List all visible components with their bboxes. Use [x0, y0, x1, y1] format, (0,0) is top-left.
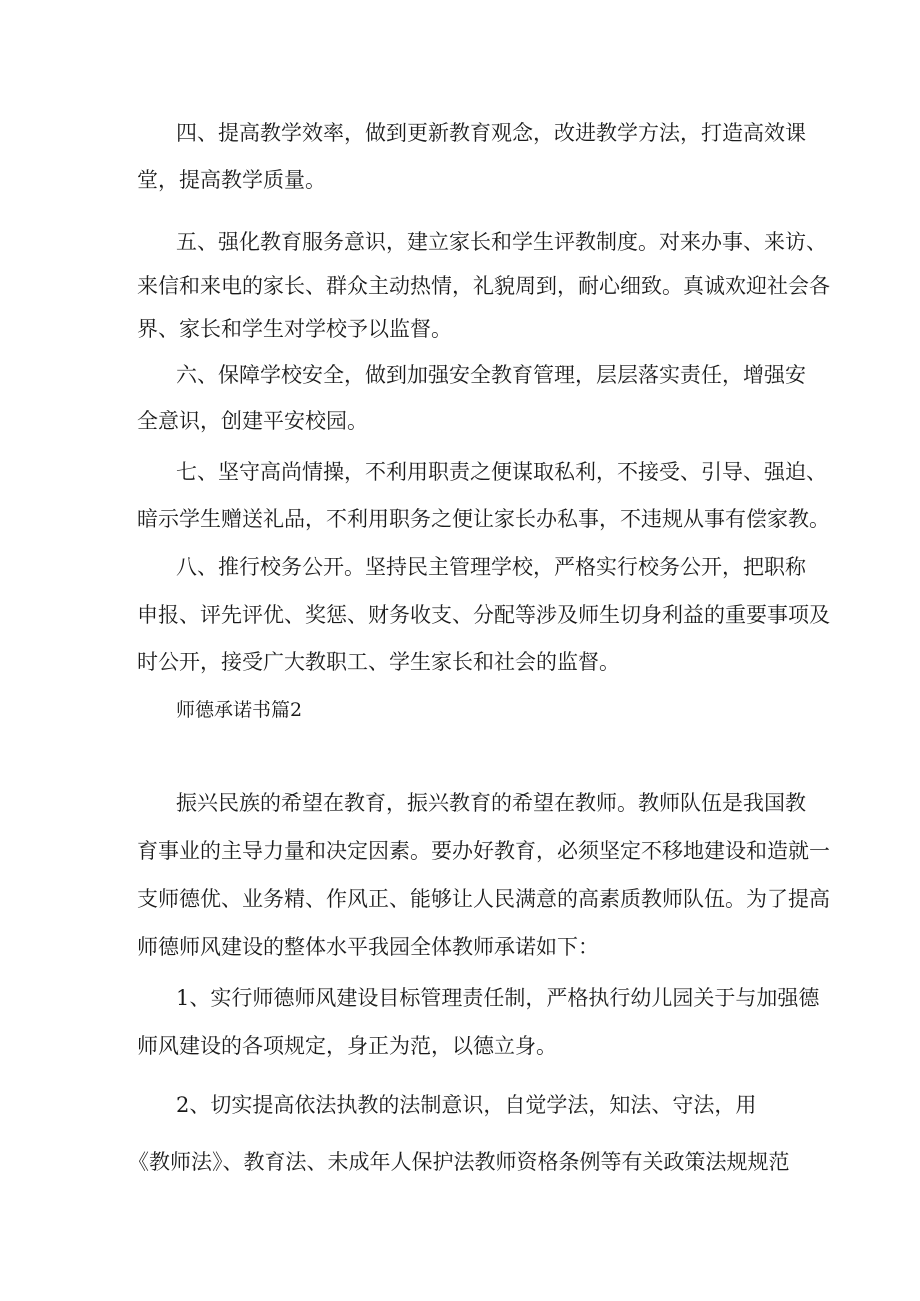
text-line-9: 暗示学生赠送礼品，不利用职务之便让家长办私事，不违规从事有偿家教。: [137, 507, 830, 531]
text-line-15: 育事业的主导力量和决定因素。要办好教育，必须坚定不移地建设和造就一: [137, 839, 830, 863]
text-line-6: 六、保障学校安全，做到加强安全教育管理，层层落实责任，增强安: [176, 363, 806, 387]
text-line-1: 四、提高教学效率，做到更新教育观念，改进教学方法，打造高效课: [176, 121, 806, 145]
text-line-17: 师德师风建设的整体水平我园全体教师承诺如下：: [137, 935, 599, 959]
text-line-5: 界、家长和学生对学校予以监督。: [137, 317, 452, 341]
text-line-10: 八、推行校务公开。坚持民主管理学校，严格实行校务公开，把职称: [176, 555, 806, 579]
text-line-11: 申报、评先评优、奖惩、财务收支、分配等涉及师生切身利益的重要事项及: [137, 603, 830, 627]
text-line-7: 全意识，创建平安校园。: [137, 409, 368, 433]
text-line-8: 七、坚守高尚情操，不利用职责之便谋取私利，不接受、引导、强迫、: [176, 460, 827, 484]
text-line-20: 2、切实提高依法执教的法制意识，自觉学法，知法、守法，用: [176, 1093, 757, 1117]
text-line-4: 来信和来电的家长、群众主动热情，礼貌周到，耐心细致。真诚欢迎社会各: [137, 274, 830, 298]
text-line-12: 时公开，接受广大教职工、学生家长和社会的监督。: [137, 650, 620, 674]
text-line-3: 五、强化教育服务意识，建立家长和学生评教制度。对来办事、来访、: [176, 230, 827, 254]
text-line-14: 振兴民族的希望在教育，振兴教育的希望在教师。教师队伍是我国教: [176, 791, 806, 815]
text-line-21: 《教师法》、教育法、未成年人保护法教师资格条例等有关政策法规规范: [128, 1150, 790, 1174]
text-line-16: 支师德优、业务精、作风正、能够让人民满意的高素质教师队伍。为了提高: [137, 887, 830, 911]
text-line-2: 堂，提高教学质量。: [137, 168, 326, 192]
section-heading: 师德承诺书篇2: [176, 699, 303, 721]
text-line-18: 1、实行师德师风建设目标管理责任制，严格执行幼儿园关于与加强德: [176, 986, 820, 1010]
text-line-19: 师风建设的各项规定，身正为范，以德立身。: [137, 1034, 557, 1058]
